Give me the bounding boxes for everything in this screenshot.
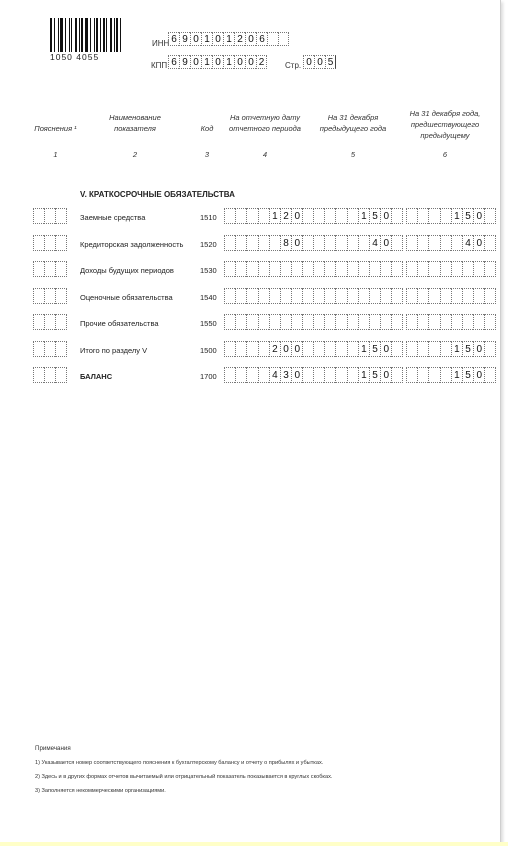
- digit-cell: [55, 235, 66, 251]
- digit-cell: 5: [462, 367, 473, 383]
- digit-cell: 5: [369, 208, 380, 224]
- digit-cell: 4: [269, 367, 280, 383]
- digit-cell: 3: [280, 367, 291, 383]
- digit-cell: [417, 208, 428, 224]
- digit-cell: [462, 261, 473, 277]
- digit-cell: 1: [451, 208, 462, 224]
- digit-cell: [347, 261, 358, 277]
- digit-cell: [324, 208, 335, 224]
- digit-cell: [391, 261, 402, 277]
- digit-cell: [269, 261, 280, 277]
- digit-cell: 0: [212, 55, 223, 69]
- digit-cell: [33, 367, 44, 383]
- digit-cell: 1: [358, 367, 369, 383]
- digit-cell: 9: [179, 55, 190, 69]
- digit-cell: [224, 261, 235, 277]
- digit-cell: [224, 288, 235, 304]
- digit-cell: 2: [234, 32, 245, 46]
- digit-cell: [484, 288, 495, 304]
- digit-cell: 5: [462, 341, 473, 357]
- digit-cell: [235, 261, 246, 277]
- digit-cell: [462, 314, 473, 330]
- value-field-col5: [313, 261, 403, 277]
- digit-cell: 0: [280, 341, 291, 357]
- kpp-label: КПП: [151, 61, 168, 70]
- digit-cell: [324, 288, 335, 304]
- digit-cell: 1: [451, 341, 462, 357]
- digit-cell: [406, 261, 417, 277]
- digit-cell: [484, 341, 495, 357]
- digit-cell: [406, 341, 417, 357]
- digit-cell: [44, 341, 55, 357]
- digit-cell: [484, 235, 495, 251]
- value-field-col6: [406, 235, 496, 251]
- value-field-col4: [224, 314, 314, 330]
- digit-cell: [258, 341, 269, 357]
- digit-cell: [278, 32, 289, 46]
- digit-cell: 6: [256, 32, 267, 46]
- digit-cell: [267, 32, 278, 46]
- row-name: Прочие обязательства: [80, 319, 159, 328]
- value-field-col6: [406, 208, 496, 224]
- value-field-col4: [224, 208, 314, 224]
- digit-cell: 0: [234, 55, 245, 69]
- digit-cell: [451, 235, 462, 251]
- digit-cell: [302, 341, 313, 357]
- column-number-2: 2: [132, 150, 138, 159]
- digit-cell: [269, 314, 280, 330]
- digit-cell: [417, 235, 428, 251]
- digit-cell: [235, 208, 246, 224]
- note-ref-field: [33, 261, 67, 277]
- column-header-4: На отчетную дату отчетного периода: [229, 113, 301, 133]
- digit-cell: [358, 314, 369, 330]
- page-label: Стр.: [285, 61, 302, 70]
- digit-cell: [335, 261, 346, 277]
- value-field-col6: [406, 341, 496, 357]
- digit-cell: [313, 235, 324, 251]
- digit-cell: [246, 314, 257, 330]
- digit-cell: [406, 367, 417, 383]
- digit-cell: [440, 261, 451, 277]
- digit-cell: 0: [291, 208, 302, 224]
- digit-cell: [55, 367, 66, 383]
- digit-cell: [428, 208, 439, 224]
- digit-cell: 2: [256, 55, 267, 69]
- digit-cell: 5: [369, 367, 380, 383]
- digit-cell: [246, 367, 257, 383]
- digit-cell: [302, 261, 313, 277]
- digit-cell: 0: [291, 341, 302, 357]
- digit-cell: 1: [451, 367, 462, 383]
- note-ref-field: [33, 314, 67, 330]
- digit-cell: 9: [179, 32, 190, 46]
- digit-cell: [451, 288, 462, 304]
- section-title: V. КРАТКОСРОЧНЫЕ ОБЯЗАТЕЛЬСТВА: [80, 190, 235, 199]
- digit-cell: [258, 288, 269, 304]
- digit-cell: [258, 235, 269, 251]
- digit-cell: [417, 288, 428, 304]
- digit-cell: [324, 314, 335, 330]
- digit-cell: [347, 341, 358, 357]
- value-field-col5: [313, 235, 403, 251]
- digit-cell: 1: [358, 208, 369, 224]
- digit-cell: [235, 288, 246, 304]
- digit-cell: [44, 208, 55, 224]
- digit-cell: 0: [303, 55, 314, 69]
- digit-cell: [406, 235, 417, 251]
- digit-cell: [335, 341, 346, 357]
- value-field-col5: [313, 367, 403, 383]
- digit-cell: 5: [369, 341, 380, 357]
- digit-cell: 1: [201, 32, 212, 46]
- digit-cell: [358, 235, 369, 251]
- row-code: 1550: [200, 319, 217, 328]
- note-ref-field: [33, 341, 67, 357]
- digit-cell: [428, 235, 439, 251]
- digit-cell: [358, 261, 369, 277]
- value-field-col4: [224, 235, 314, 251]
- digit-cell: [324, 235, 335, 251]
- digit-cell: 0: [245, 55, 256, 69]
- digit-cell: [428, 341, 439, 357]
- digit-cell: [347, 235, 358, 251]
- digit-cell: [380, 314, 391, 330]
- digit-cell: 0: [473, 341, 484, 357]
- digit-cell: [473, 288, 484, 304]
- value-field-col6: [406, 261, 496, 277]
- column-header-2: Наименование показателя: [109, 113, 161, 133]
- digit-cell: [335, 208, 346, 224]
- digit-cell: [246, 288, 257, 304]
- digit-cell: [391, 314, 402, 330]
- barcode: [50, 18, 116, 52]
- barcode-number: 1050 4055: [50, 52, 100, 62]
- digit-cell: 4: [369, 235, 380, 251]
- digit-cell: [302, 288, 313, 304]
- bottom-strip: [0, 842, 508, 846]
- digit-cell: [313, 341, 324, 357]
- value-field-col4: [224, 341, 314, 357]
- digit-cell: [451, 261, 462, 277]
- note-1: 1) Указывается номер соответствующего пояснения к бухгалтерскому балансу и отчету о прибылях и убытках.: [35, 760, 324, 766]
- digit-cell: [406, 288, 417, 304]
- digit-cell: [246, 235, 257, 251]
- digit-cell: [224, 314, 235, 330]
- digit-cell: [440, 235, 451, 251]
- row-code: 1530: [200, 266, 217, 275]
- digit-cell: [280, 261, 291, 277]
- row-name: Итого по разделу V: [80, 345, 148, 355]
- row-code: 1510: [200, 213, 217, 222]
- digit-cell: [391, 235, 402, 251]
- digit-cell: [440, 367, 451, 383]
- note-3: 3) Заполняется некоммерческими организациями.: [35, 788, 166, 794]
- note-ref-field: [33, 235, 67, 251]
- digit-cell: 6: [168, 55, 179, 69]
- row-name: Оценочные обязательства: [80, 292, 173, 302]
- digit-cell: 0: [314, 55, 325, 69]
- digit-cell: [347, 314, 358, 330]
- row-code: 1540: [200, 292, 217, 302]
- digit-cell: [369, 288, 380, 304]
- digit-cell: [224, 367, 235, 383]
- digit-cell: [44, 367, 55, 383]
- digit-cell: [369, 314, 380, 330]
- digit-cell: [33, 288, 44, 304]
- digit-cell: [473, 314, 484, 330]
- digit-cell: [313, 288, 324, 304]
- digit-cell: [347, 208, 358, 224]
- digit-cell: 0: [380, 367, 391, 383]
- digit-cell: [369, 261, 380, 277]
- digit-cell: [235, 367, 246, 383]
- value-field-col6: [406, 314, 496, 330]
- digit-cell: [484, 314, 495, 330]
- digit-cell: 0: [473, 367, 484, 383]
- digit-cell: [417, 341, 428, 357]
- digit-cell: [462, 288, 473, 304]
- digit-cell: [291, 288, 302, 304]
- digit-cell: [33, 235, 44, 251]
- digit-cell: 2: [269, 341, 280, 357]
- digit-cell: [406, 208, 417, 224]
- digit-cell: [224, 208, 235, 224]
- digit-cell: [280, 314, 291, 330]
- column-number-6: 6: [442, 150, 448, 159]
- digit-cell: [313, 314, 324, 330]
- digit-cell: 1: [358, 341, 369, 357]
- value-field-col5: [313, 208, 403, 224]
- page-number-field: [303, 55, 336, 69]
- digit-cell: [224, 235, 235, 251]
- digit-cell: [55, 314, 66, 330]
- digit-cell: [55, 208, 66, 224]
- digit-cell: [324, 367, 335, 383]
- inn-field: [168, 32, 289, 46]
- kpp-field: [168, 55, 267, 69]
- digit-cell: [406, 314, 417, 330]
- digit-cell: 0: [380, 208, 391, 224]
- digit-cell: [417, 314, 428, 330]
- digit-cell: [347, 288, 358, 304]
- digit-cell: [391, 208, 402, 224]
- digit-cell: [44, 235, 55, 251]
- digit-cell: [302, 314, 313, 330]
- digit-cell: [246, 208, 257, 224]
- digit-cell: 0: [473, 235, 484, 251]
- column-number-5: 5: [350, 150, 356, 159]
- digit-cell: 6: [168, 32, 179, 46]
- note-ref-field: [33, 288, 67, 304]
- digit-cell: 0: [212, 32, 223, 46]
- digit-cell: 0: [190, 55, 201, 69]
- digit-cell: [246, 341, 257, 357]
- row-name: БАЛАНС: [80, 372, 113, 381]
- digit-cell: [428, 261, 439, 277]
- column-header-1: Пояснения ¹: [34, 124, 77, 133]
- digit-cell: [302, 367, 313, 383]
- digit-cell: [55, 261, 66, 277]
- digit-cell: [417, 367, 428, 383]
- digit-cell: 1: [223, 32, 234, 46]
- digit-cell: [33, 208, 44, 224]
- digit-cell: [324, 261, 335, 277]
- note-ref-field: [33, 367, 67, 383]
- digit-cell: [428, 314, 439, 330]
- digit-cell: [33, 314, 44, 330]
- digit-cell: [380, 288, 391, 304]
- digit-cell: [313, 261, 324, 277]
- digit-cell: [258, 314, 269, 330]
- value-field-col4: [224, 261, 314, 277]
- digit-cell: [484, 208, 495, 224]
- row-code: 1520: [200, 239, 217, 249]
- digit-cell: [335, 235, 346, 251]
- value-field-col6: [406, 288, 496, 304]
- digit-cell: [55, 288, 66, 304]
- digit-cell: 4: [462, 235, 473, 251]
- digit-cell: [302, 208, 313, 224]
- digit-cell: 0: [380, 235, 391, 251]
- digit-cell: [235, 341, 246, 357]
- digit-cell: [391, 367, 402, 383]
- digit-cell: [246, 261, 257, 277]
- digit-cell: 0: [473, 208, 484, 224]
- digit-cell: [473, 261, 484, 277]
- digit-cell: [440, 288, 451, 304]
- digit-cell: [313, 367, 324, 383]
- digit-cell: [55, 341, 66, 357]
- row-code: 1700: [200, 372, 217, 381]
- digit-cell: [291, 314, 302, 330]
- value-field-col5: [313, 341, 403, 357]
- digit-cell: [417, 261, 428, 277]
- digit-cell: [269, 288, 280, 304]
- digit-cell: [280, 288, 291, 304]
- digit-cell: [235, 314, 246, 330]
- digit-cell: [428, 288, 439, 304]
- digit-cell: [440, 208, 451, 224]
- digit-cell: 2: [280, 208, 291, 224]
- digit-cell: 0: [291, 235, 302, 251]
- digit-cell: 0: [380, 341, 391, 357]
- digit-cell: [302, 235, 313, 251]
- value-field-col5: [313, 314, 403, 330]
- digit-cell: [391, 288, 402, 304]
- digit-cell: [391, 341, 402, 357]
- digit-cell: [44, 288, 55, 304]
- value-field-col5: [313, 288, 403, 304]
- digit-cell: 1: [223, 55, 234, 69]
- column-header-3: Код: [200, 124, 214, 133]
- digit-cell: [33, 341, 44, 357]
- digit-cell: [269, 235, 280, 251]
- digit-cell: [347, 367, 358, 383]
- digit-cell: [235, 235, 246, 251]
- digit-cell: [224, 341, 235, 357]
- digit-cell: [335, 288, 346, 304]
- digit-cell: [440, 314, 451, 330]
- column-number-4: 4: [262, 150, 268, 159]
- digit-cell: [358, 288, 369, 304]
- inn-label: ИНН: [152, 39, 170, 48]
- notes-title: Примечания: [35, 745, 71, 752]
- digit-cell: [258, 208, 269, 224]
- digit-cell: 0: [291, 367, 302, 383]
- row-name: Заемные средства: [80, 213, 146, 222]
- digit-cell: 1: [201, 55, 212, 69]
- note-2: 2) Здесь и в других формах отчетов вычитаемый или отрицательный показатель показывается в круглых скобках.: [35, 774, 333, 780]
- value-field-col4: [224, 367, 314, 383]
- note-ref-field: [33, 208, 67, 224]
- value-field-col4: [224, 288, 314, 304]
- digit-cell: 0: [245, 32, 256, 46]
- column-number-3: 3: [204, 150, 210, 159]
- digit-cell: [380, 261, 391, 277]
- column-header-5: На 31 декабря предыдущего года: [319, 113, 387, 133]
- digit-cell: [33, 261, 44, 277]
- digit-cell: 5: [462, 208, 473, 224]
- digit-cell: [428, 367, 439, 383]
- digit-cell: [484, 261, 495, 277]
- digit-cell: [44, 314, 55, 330]
- digit-cell: [324, 341, 335, 357]
- digit-cell: 0: [190, 32, 201, 46]
- value-field-col6: [406, 367, 496, 383]
- digit-cell: 8: [280, 235, 291, 251]
- digit-cell: [484, 367, 495, 383]
- digit-cell: [258, 261, 269, 277]
- digit-cell: 1: [269, 208, 280, 224]
- digit-cell: [451, 314, 462, 330]
- digit-cell: 5: [325, 55, 336, 69]
- digit-cell: [44, 261, 55, 277]
- row-name: Кредиторская задолженность: [80, 239, 184, 249]
- column-header-6: На 31 декабря года, предшествующего предыдущему: [409, 109, 481, 140]
- digit-cell: [440, 341, 451, 357]
- digit-cell: [258, 367, 269, 383]
- row-code: 1500: [200, 345, 217, 355]
- digit-cell: [291, 261, 302, 277]
- digit-cell: [335, 314, 346, 330]
- digit-cell: [313, 208, 324, 224]
- row-name: Доходы будущих периодов: [80, 266, 174, 275]
- digit-cell: [335, 367, 346, 383]
- column-number-1: 1: [53, 150, 58, 159]
